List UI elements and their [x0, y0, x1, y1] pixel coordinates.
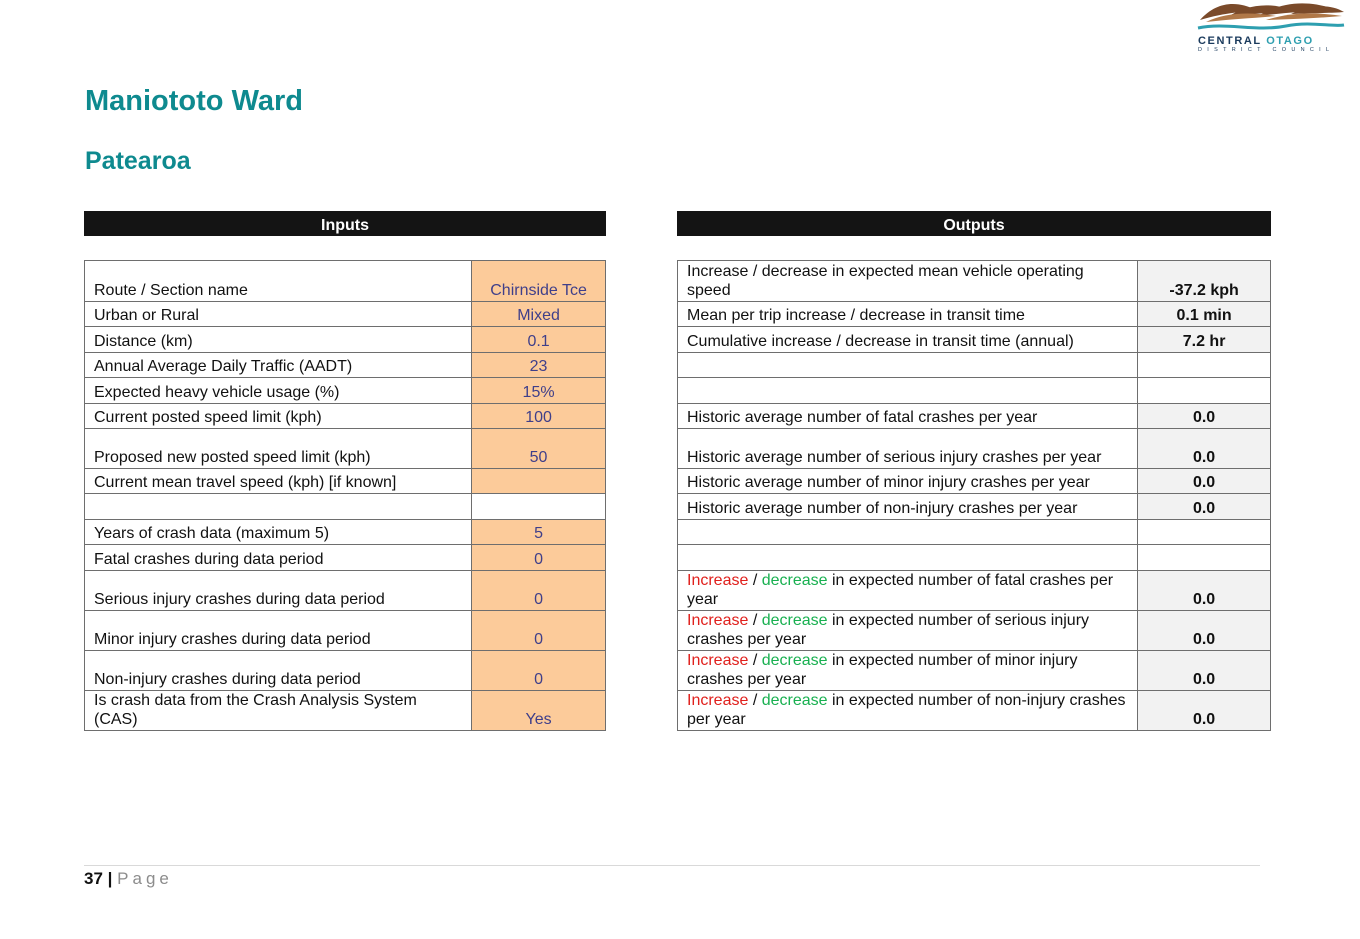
- input-label: Non-injury crashes during data period: [85, 650, 472, 690]
- input-label: Fatal crashes during data period: [85, 545, 472, 570]
- logo-word-central: CENTRAL: [1198, 35, 1262, 47]
- output-label-rest: in expected number of serious injury crashes per year: [687, 611, 1090, 648]
- output-label: [678, 690, 1138, 730]
- logo-subtitle: DISTRICT COUNCIL: [1198, 47, 1335, 53]
- table-row: [678, 545, 1271, 570]
- footer-divider: [84, 865, 1260, 866]
- table-row: [85, 261, 606, 302]
- output-label: Historic average number of fatal crashes per year: [678, 403, 1138, 428]
- input-label: Distance (km): [85, 327, 472, 352]
- output-value: 0.0: [1138, 494, 1271, 519]
- input-label: Proposed new posted speed limit (kph): [85, 428, 472, 468]
- input-value: 0: [472, 545, 606, 570]
- increase-word: Increase: [687, 691, 749, 709]
- slash: /: [748, 651, 762, 669]
- table-row: [85, 352, 606, 377]
- decrease-word: decrease: [761, 611, 828, 629]
- inputs-table: [84, 260, 606, 731]
- table-row: [85, 468, 606, 493]
- input-value: [472, 494, 606, 519]
- input-value: [472, 468, 606, 493]
- table-row: [678, 261, 1271, 302]
- input-value: Chirnside Tce: [472, 261, 606, 302]
- input-value: 100: [472, 403, 606, 428]
- output-value: 0.0: [1138, 650, 1271, 690]
- input-value: 0: [472, 650, 606, 690]
- output-value: 0.0: [1138, 428, 1271, 468]
- table-row: [678, 570, 1271, 610]
- table-row: [85, 302, 606, 327]
- output-value: 0.0: [1138, 403, 1271, 428]
- table-row: [85, 494, 606, 519]
- decrease-word: decrease: [761, 651, 828, 669]
- output-label: Increase / decrease in expected mean vehicle operating speed: [678, 261, 1138, 302]
- table-row: [85, 570, 606, 610]
- input-value: Mixed: [472, 302, 606, 327]
- increase-word: Increase: [687, 611, 749, 629]
- table-row: [678, 690, 1271, 730]
- output-label: Historic average number of minor injury crashes per year: [678, 468, 1138, 493]
- output-label: [678, 570, 1138, 610]
- output-value: 0.1 min: [1138, 302, 1271, 327]
- input-label: Annual Average Daily Traffic (AADT): [85, 352, 472, 377]
- output-value: [1138, 352, 1271, 377]
- table-row: [678, 428, 1271, 468]
- page-footer: [84, 869, 173, 889]
- input-label: Current mean travel speed (kph) [if known]: [85, 468, 472, 493]
- table-row: [85, 545, 606, 570]
- input-label: Minor injury crashes during data period: [85, 610, 472, 650]
- output-label-rest: in expected number of non-injury crashes per year: [687, 691, 1126, 728]
- output-label: [678, 610, 1138, 650]
- input-value: 23: [472, 352, 606, 377]
- table-row: [678, 327, 1271, 352]
- output-label: Historic average number of serious injury crashes per year: [678, 428, 1138, 468]
- output-value: [1138, 378, 1271, 403]
- table-row: [678, 468, 1271, 493]
- input-value: 50: [472, 428, 606, 468]
- table-row: [678, 378, 1271, 403]
- output-value: [1138, 519, 1271, 544]
- table-row: [678, 352, 1271, 377]
- output-label: Cumulative increase / decrease in transit time (annual): [678, 327, 1138, 352]
- logo-word-otago: OTAGO: [1266, 35, 1314, 47]
- output-value: 7.2 hr: [1138, 327, 1271, 352]
- output-label: [678, 378, 1138, 403]
- output-label: [678, 545, 1138, 570]
- output-value: 0.0: [1138, 610, 1271, 650]
- slash: /: [748, 571, 762, 589]
- output-label: Historic average number of non-injury crashes per year: [678, 494, 1138, 519]
- output-value: [1138, 545, 1271, 570]
- output-label: [678, 650, 1138, 690]
- logo-wordmark: [1198, 35, 1344, 47]
- output-value: 0.0: [1138, 570, 1271, 610]
- table-row: [678, 650, 1271, 690]
- page-number: 37: [84, 869, 103, 888]
- table-row: [85, 690, 606, 730]
- output-value: 0.0: [1138, 468, 1271, 493]
- table-row: [85, 519, 606, 544]
- output-value: -37.2 kph: [1138, 261, 1271, 302]
- output-label-rest: in expected number of minor injury crashes per year: [687, 651, 1078, 688]
- slash: /: [748, 611, 762, 629]
- table-row: [85, 327, 606, 352]
- input-value: 0.1: [472, 327, 606, 352]
- input-value: Yes: [472, 690, 606, 730]
- output-label: Mean per trip increase / decrease in transit time: [678, 302, 1138, 327]
- table-row: [85, 403, 606, 428]
- output-label: [678, 519, 1138, 544]
- input-label: Expected heavy vehicle usage (%): [85, 378, 472, 403]
- input-value: 5: [472, 519, 606, 544]
- output-label: [678, 352, 1138, 377]
- increase-word: Increase: [687, 651, 749, 669]
- increase-word: Increase: [687, 571, 749, 589]
- input-label: Urban or Rural: [85, 302, 472, 327]
- input-value: 0: [472, 610, 606, 650]
- table-row: [678, 403, 1271, 428]
- input-value: 0: [472, 570, 606, 610]
- page-title: Maniototo Ward: [85, 85, 303, 117]
- section-title: Patearoa: [85, 147, 191, 175]
- input-value: 15%: [472, 378, 606, 403]
- slash: /: [748, 691, 762, 709]
- footer-separator: |: [107, 869, 113, 888]
- input-label: Is crash data from the Crash Analysis System (CAS): [85, 690, 472, 730]
- table-row: [678, 302, 1271, 327]
- input-label: Serious injury crashes during data period: [85, 570, 472, 610]
- input-label: [85, 494, 472, 519]
- table-row: [678, 610, 1271, 650]
- table-row: [678, 519, 1271, 544]
- inputs-heading: Inputs: [84, 211, 606, 236]
- input-label: Years of crash data (maximum 5): [85, 519, 472, 544]
- input-label: Current posted speed limit (kph): [85, 403, 472, 428]
- outputs-heading: Outputs: [677, 211, 1271, 236]
- output-value: 0.0: [1138, 690, 1271, 730]
- table-row: [85, 610, 606, 650]
- input-label: Route / Section name: [85, 261, 472, 302]
- page-label: Page: [117, 869, 173, 888]
- table-row: [85, 650, 606, 690]
- decrease-word: decrease: [761, 571, 828, 589]
- table-row: [85, 378, 606, 403]
- decrease-word: decrease: [761, 691, 828, 709]
- output-label-rest: in expected number of fatal crashes per year: [687, 571, 1114, 608]
- outputs-table: [677, 260, 1271, 731]
- table-row: [85, 428, 606, 468]
- table-row: [678, 494, 1271, 519]
